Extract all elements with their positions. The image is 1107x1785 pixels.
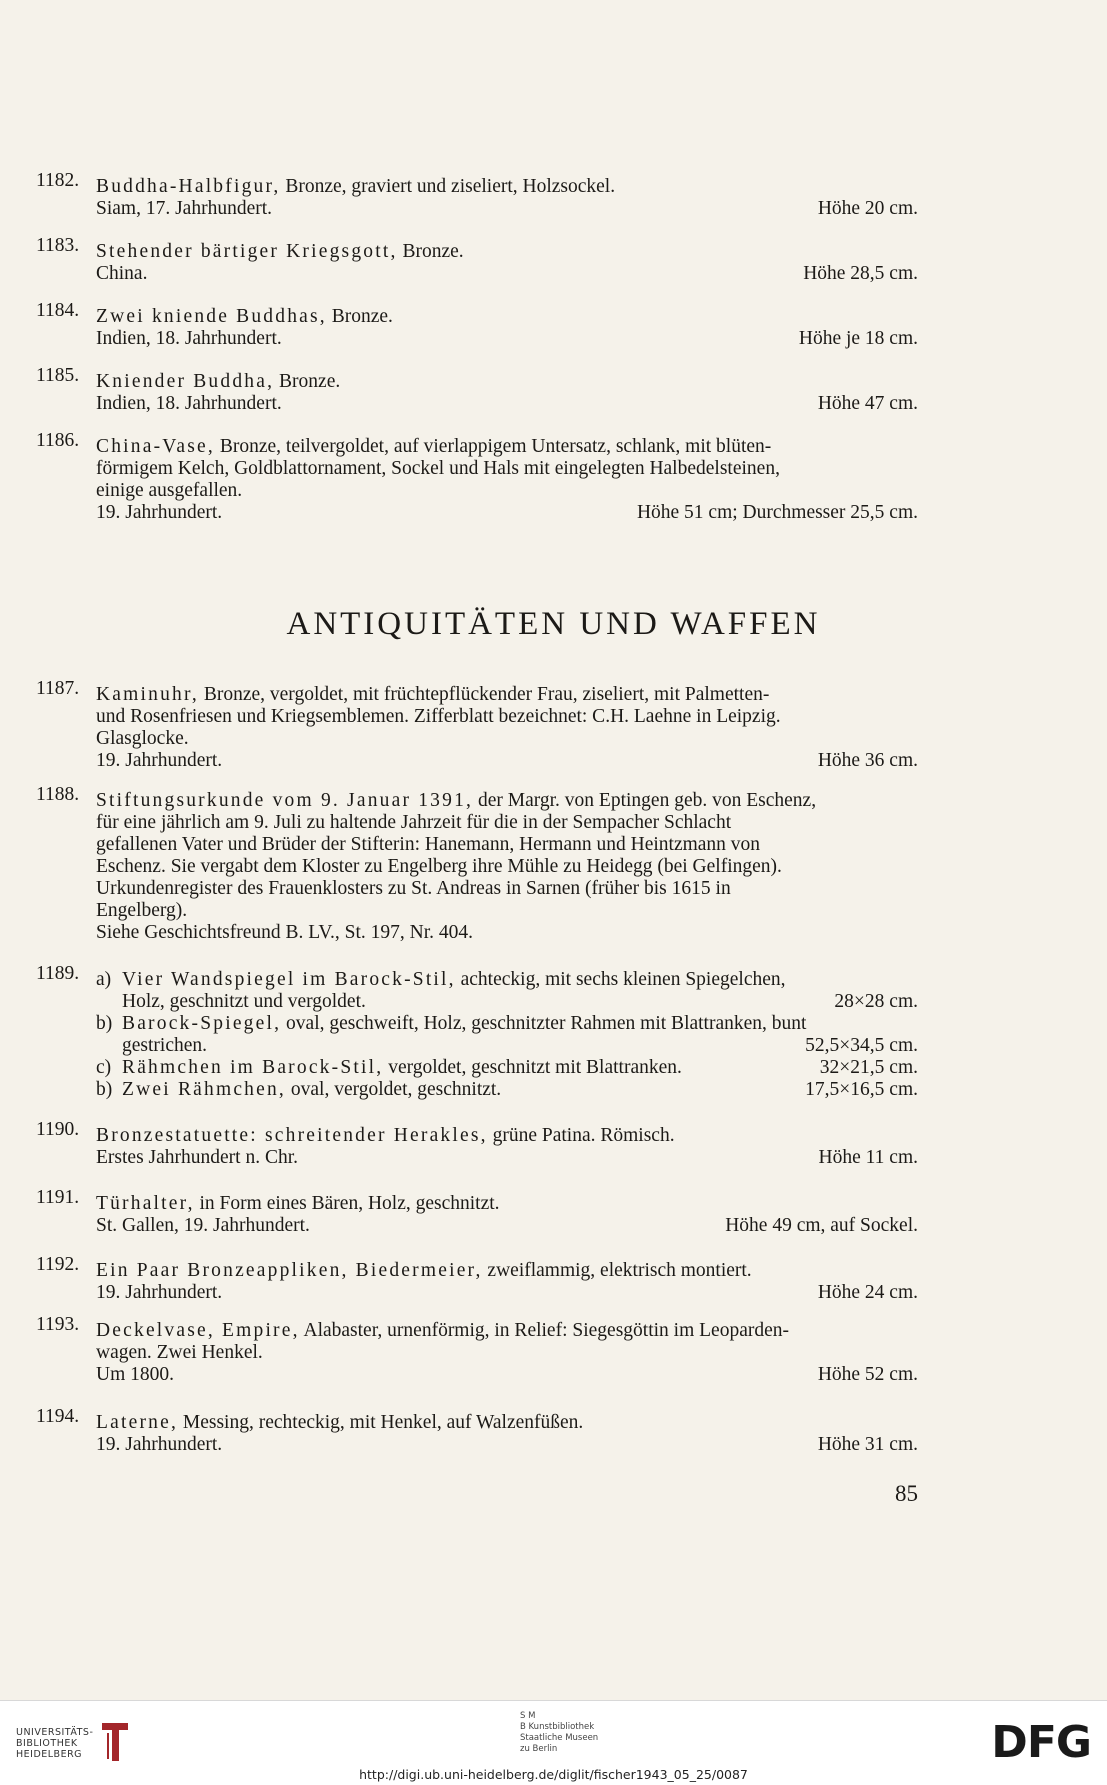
- logo-text-line: BIBLIOTHEK: [16, 1738, 78, 1749]
- logo-text-line: zu Berlin: [520, 1744, 558, 1754]
- entry-1182: [36, 170, 918, 220]
- entry-text-line: Engelberg).: [96, 900, 188, 921]
- entry-number: 1185.: [36, 365, 80, 386]
- entry-text: Bronze.: [326, 306, 393, 327]
- entry-origin: Indien, 18. Jahrhundert.: [96, 393, 282, 414]
- entry-text: vergoldet, geschnitzt mit Blattranken.: [383, 1057, 682, 1078]
- entry-size: 32×21,5 cm.: [819, 1057, 918, 1078]
- entry-size: Höhe 36 cm.: [817, 750, 918, 771]
- entry-text: zweiflammig, elektrisch montiert.: [482, 1260, 752, 1281]
- entry-reference: Siehe Geschichtsfreund B. LV., St. 197, Nr. 404.: [96, 922, 473, 943]
- entry-text: Bronze.: [397, 241, 464, 262]
- viewer-footer: [0, 1700, 1107, 1785]
- logo-text-line: UNIVERSITÄTS-: [16, 1727, 94, 1738]
- entry-text-line: gestrichen.: [122, 1035, 208, 1056]
- entry-title: Kaminuhr,: [96, 684, 199, 705]
- entry-size: Höhe 28,5 cm.: [803, 263, 918, 284]
- section-heading: ANTIQUITÄTEN UND WAFFEN: [286, 606, 821, 642]
- entry-size: 28×28 cm.: [834, 991, 918, 1012]
- entry-number: 1190.: [36, 1119, 80, 1140]
- entry-text: achteckig, mit sechs kleinen Spiegelchen,: [455, 969, 786, 990]
- entry-size: Höhe 47 cm.: [817, 393, 918, 414]
- entry-size: Höhe 52 cm.: [817, 1364, 918, 1385]
- entry-text-line: für eine jährlich am 9. Juli zu haltende Jahrzeit für die in der Sempacher Schlacht: [96, 812, 732, 833]
- entry-title: Laterne,: [96, 1412, 179, 1433]
- entry-title: Rähmchen im Barock-Stil,: [122, 1057, 384, 1078]
- item-label: c): [96, 1057, 112, 1078]
- entry-number: 1184.: [36, 300, 80, 321]
- entry-text-line: förmigem Kelch, Goldblattornament, Sockel und Hals mit eingelegten Halbedelsteinen,: [96, 458, 780, 479]
- entry-text-line: Eschenz. Sie vergabt dem Kloster zu Engelberg ihre Mühle zu Heidegg (bei Gelfingen).: [96, 856, 782, 877]
- entry-text-line: und Rosenfriesen und Kriegsemblemen. Zifferblatt bezeichnet: C.H. Laehne in Leipzig.: [96, 706, 781, 727]
- entry-number: 1192.: [36, 1254, 80, 1275]
- entry-text: Bronze.: [274, 371, 341, 392]
- entry-origin: Siam, 17. Jahrhundert.: [96, 198, 273, 219]
- entry-1192: [36, 1254, 918, 1304]
- entry-title: Deckelvase, Empire,: [96, 1320, 300, 1341]
- entry-text-line: gefallenen Vater und Brüder der Stifterin: Hanemann, Hermann und Heintzmann von: [96, 834, 761, 855]
- entry-1189: [36, 963, 918, 1101]
- entry-size: Höhe 49 cm, auf Sockel.: [725, 1215, 918, 1236]
- entry-origin: 19. Jahrhundert.: [96, 1282, 223, 1303]
- entry-text: in Form eines Bären, Holz, geschnitzt.: [194, 1193, 500, 1214]
- logo-text-line: HEIDELBERG: [16, 1749, 83, 1760]
- entry-text: Alabaster, urnenförmig, in Relief: Siegesgöttin im Leoparden-: [299, 1320, 789, 1341]
- entry-size: 17,5×16,5 cm.: [805, 1079, 918, 1100]
- entry-text: oval, vergoldet, geschnitzt.: [286, 1079, 502, 1100]
- entry-1188: [36, 784, 918, 944]
- entry-text-line: Urkundenregister des Frauenklosters zu St. Andreas in Sarnen (früher bis 1615 in: [96, 878, 731, 899]
- entry-size: Höhe 11 cm.: [818, 1147, 918, 1168]
- entry-title: Bronzestatuette: schreitender Herakles,: [96, 1125, 488, 1146]
- entry-title: Ein Paar Bronzeappliken, Biedermeier,: [96, 1260, 483, 1281]
- entry-size: Höhe 20 cm.: [817, 198, 918, 219]
- entry-origin: 19. Jahrhundert.: [96, 502, 223, 523]
- entry-title: China-Vase,: [96, 436, 215, 457]
- item-label: b): [96, 1079, 113, 1100]
- entry-text: grüne Patina. Römisch.: [487, 1125, 675, 1146]
- entry-size: Höhe 31 cm.: [817, 1434, 918, 1455]
- entry-1186: [36, 430, 918, 524]
- entry-number: 1189.: [36, 963, 80, 984]
- entry-title: Stiftungsurkunde vom 9. Januar 1391,: [96, 790, 474, 811]
- page-number: 85: [895, 1481, 918, 1506]
- entry-number: 1194.: [36, 1406, 80, 1427]
- entry-title: Türhalter,: [96, 1193, 195, 1214]
- entry-number: 1182.: [36, 170, 80, 191]
- entry-1187: [36, 678, 918, 772]
- entry-1184: [36, 300, 918, 350]
- university-library-logo[interactable]: [16, 1727, 93, 1760]
- entry-1194: [36, 1406, 918, 1456]
- entry-origin: Um 1800.: [96, 1364, 174, 1385]
- entry-text-line: wagen. Zwei Henkel.: [96, 1342, 263, 1363]
- entry-text-line: Holz, geschnitzt und vergoldet.: [122, 991, 366, 1012]
- entry-origin: 19. Jahrhundert.: [96, 750, 223, 771]
- entry-origin: Erstes Jahrhundert n. Chr.: [96, 1147, 299, 1168]
- entry-text-line: einige ausgefallen.: [96, 480, 243, 501]
- entry-text: Bronze, vergoldet, mit früchtepflückender Frau, ziseliert, mit Palmetten-: [198, 684, 770, 705]
- smb-kunstbibliothek-logo[interactable]: [520, 1711, 598, 1755]
- logo-text-line: B Kunstbibliothek: [520, 1722, 595, 1732]
- dfg-logo[interactable]: DFG: [991, 1717, 1091, 1768]
- item-label: a): [96, 969, 112, 990]
- entry-1183: [36, 235, 918, 285]
- entry-title: Barock-Spiegel,: [122, 1013, 282, 1034]
- entry-1191: [36, 1187, 918, 1237]
- entry-title: Zwei kniende Buddhas,: [96, 306, 327, 327]
- entry-number: 1191.: [36, 1187, 80, 1208]
- entry-number: 1187.: [36, 678, 80, 699]
- logo-text-line: S M: [520, 1711, 536, 1721]
- entry-title: Kniender Buddha,: [96, 371, 275, 392]
- entry-size: Höhe 51 cm; Durchmesser 25,5 cm.: [636, 502, 918, 523]
- entry-number: 1183.: [36, 235, 80, 256]
- entry-1190: [36, 1119, 918, 1169]
- entry-text: oval, geschweift, Holz, geschnitzter Rahmen mit Blattranken, bunt: [281, 1013, 807, 1034]
- entry-text: der Margr. von Eptingen geb. von Eschenz,: [473, 790, 817, 811]
- item-label: b): [96, 1013, 113, 1034]
- permalink-url[interactable]: http://digi.ub.uni-heidelberg.de/diglit/fischer1943_05_25/0087: [359, 1767, 748, 1782]
- entry-text: Bronze, teilvergoldet, auf vierlappigem Untersatz, schlank, mit blüten-: [214, 436, 772, 457]
- entry-origin: Indien, 18. Jahrhundert.: [96, 328, 282, 349]
- entry-text-line: Glasglocke.: [96, 728, 189, 749]
- entry-origin: 19. Jahrhundert.: [96, 1434, 223, 1455]
- logo-text-line: Staatliche Museen: [520, 1733, 599, 1743]
- entry-number: 1193.: [36, 1314, 80, 1335]
- entry-title: Vier Wandspiegel im Barock-Stil,: [122, 969, 456, 990]
- entry-text: Bronze, graviert und ziseliert, Holzsockel.: [280, 176, 616, 197]
- entry-number: 1186.: [36, 430, 80, 451]
- entry-title: Stehender bärtiger Kriegsgott,: [96, 241, 398, 262]
- entry-origin: St. Gallen, 19. Jahrhundert.: [96, 1215, 310, 1236]
- entry-title: Buddha-Halbfigur,: [96, 176, 281, 197]
- entry-size: 52,5×34,5 cm.: [805, 1035, 918, 1056]
- entry-size: Höhe 24 cm.: [817, 1282, 918, 1303]
- entry-size: Höhe je 18 cm.: [798, 328, 918, 349]
- entry-text: Messing, rechteckig, mit Henkel, auf Walzenfüßen.: [178, 1412, 584, 1433]
- entry-1185: [36, 365, 918, 415]
- entry-origin: China.: [96, 263, 148, 284]
- entry-number: 1188.: [36, 784, 80, 805]
- entry-1193: [36, 1314, 918, 1386]
- heidelberg-emblem-icon: [100, 1719, 134, 1765]
- entry-title: Zwei Rähmchen,: [122, 1079, 287, 1100]
